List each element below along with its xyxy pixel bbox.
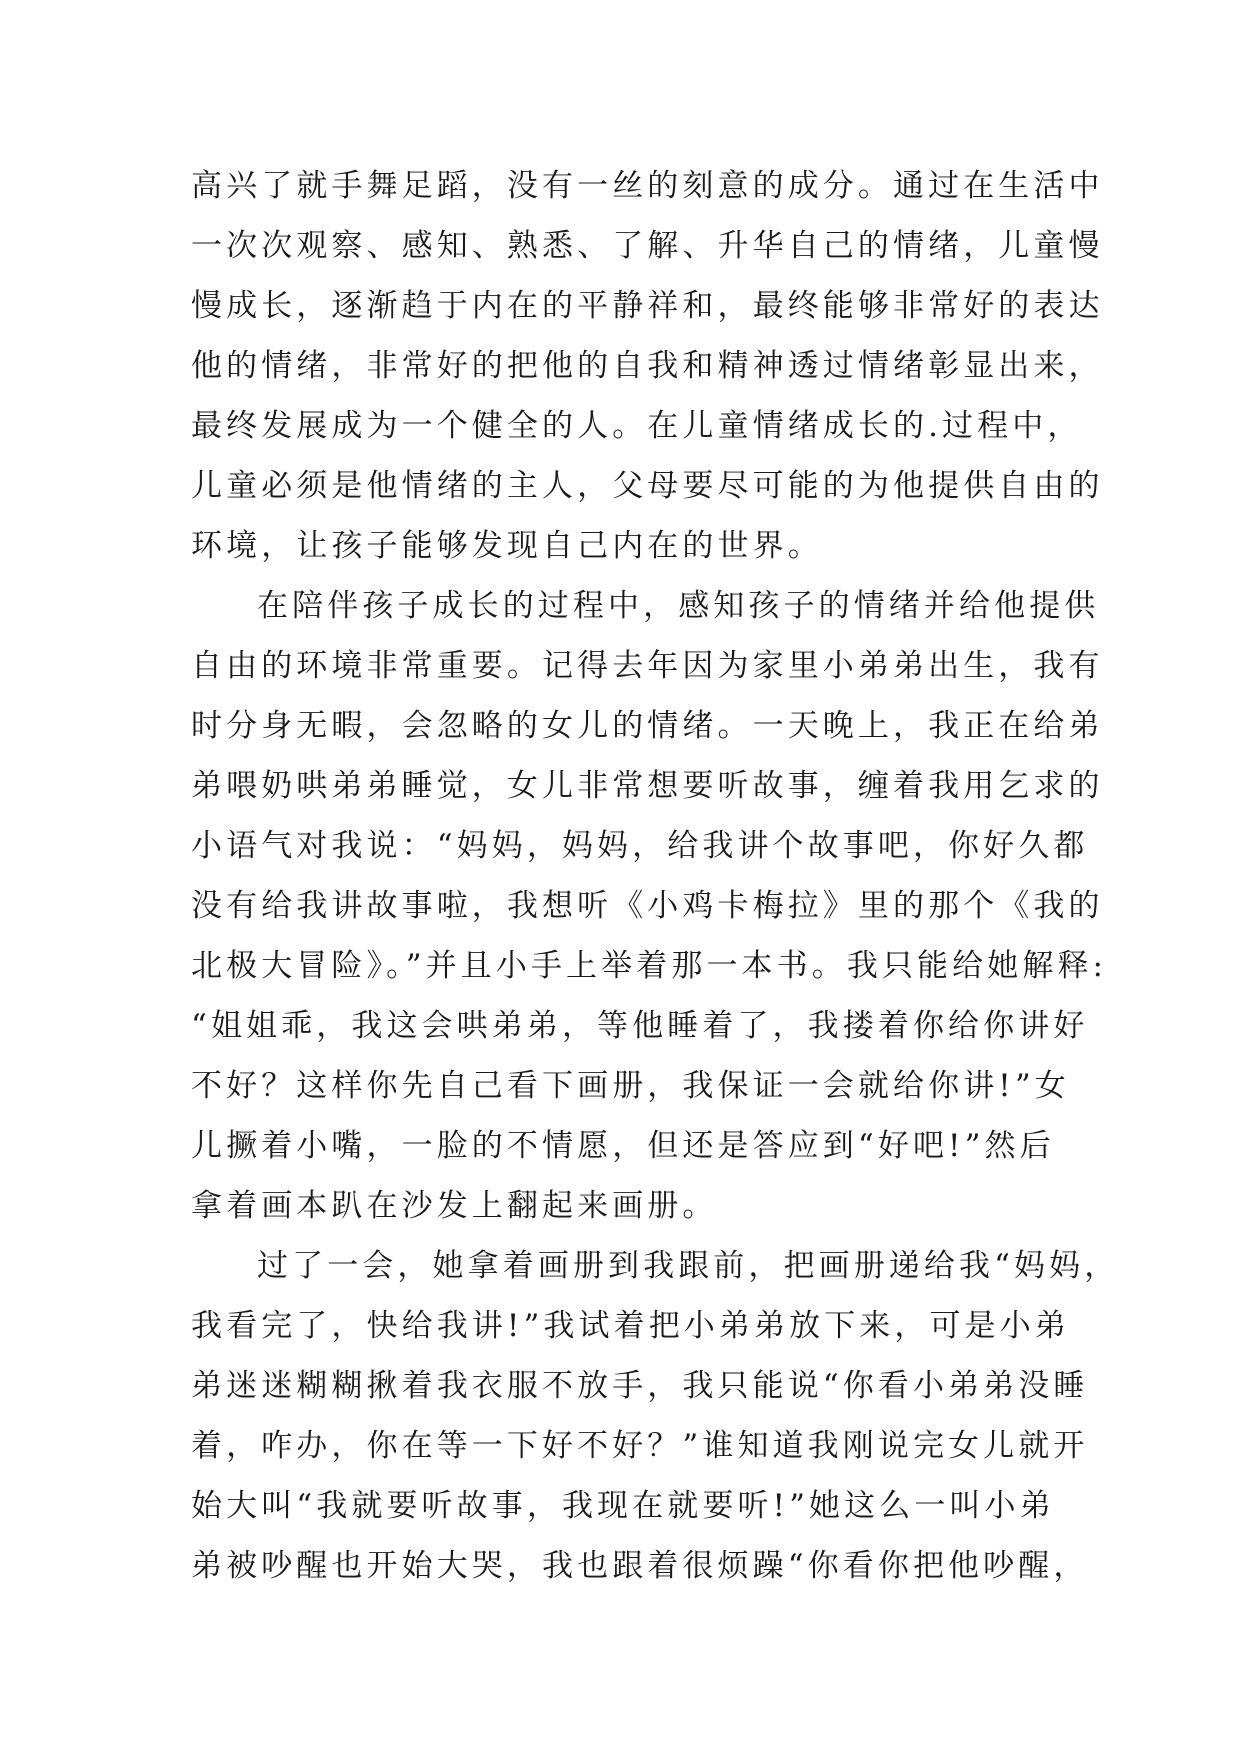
text-line: 弟喂奶哄弟弟睡觉，女儿非常想要听故事，缠着我用乞求的 <box>191 768 1104 804</box>
text-line: 过了一会，她拿着画册到我跟前，把画册递给我“妈妈， <box>257 1248 1120 1284</box>
text-line: 环境，让孩子能够发现自己内在的世界。 <box>191 528 823 564</box>
text-line: 一次次观察、感知、熟悉、了解、升华自己的情绪，儿童慢 <box>191 228 1104 264</box>
text-line: “姐姐乖，我这会哄弟弟，等他睡着了，我搂着你给你讲好 <box>191 1008 1089 1044</box>
text-line: 不好？这样你先自己看下画册，我保证一会就给你讲!”女 <box>191 1068 1070 1104</box>
text-line: 弟被吵醒也开始大哭，我也跟着很烦躁“你看你把他吵醒， <box>191 1548 1089 1584</box>
text-line: 自由的环境非常重要。记得去年因为家里小弟弟出生，我有 <box>191 648 1104 684</box>
text-line: 时分身无暇，会忽略的女儿的情绪。一天晚上，我正在给弟 <box>191 708 1104 744</box>
text-line: 慢成长，逐渐趋于内在的平静祥和，最终能够非常好的表达 <box>191 288 1104 324</box>
text-line: 他的情绪，非常好的把他的自我和精神透过情绪彰显出来， <box>191 348 1104 384</box>
text-line: 始大叫“我就要听故事，我现在就要听!”她这么一叫小弟 <box>191 1488 1055 1524</box>
text-line: 弟迷迷糊糊揪着我衣服不放手，我只能说“你看小弟弟没睡 <box>191 1368 1089 1404</box>
text-line: 我看完了，快给我讲!”我试着把小弟弟放下来，可是小弟 <box>191 1308 1070 1344</box>
paragraph-2 <box>191 576 1108 1236</box>
text-line: 在陪伴孩子成长的过程中，感知孩子的情绪并给他提供 <box>257 588 1100 624</box>
text-line: 最终发展成为一个健全的人。在儿童情绪成长的.过程中， <box>191 408 1083 444</box>
document-body <box>191 156 1120 1596</box>
text-line: 没有给我讲故事啦，我想听《小鸡卡梅拉》里的那个《我的 <box>191 888 1104 924</box>
text-line: 小语气对我说：“妈妈，妈妈，给我讲个故事吧，你好久都 <box>191 828 1089 864</box>
text-line: 拿着画本趴在沙发上翻起来画册。 <box>191 1188 718 1224</box>
text-line: 高兴了就手舞足蹈，没有一丝的刻意的成分。通过在生活中 <box>191 168 1104 204</box>
text-line: 着，咋办，你在等一下好不好？”谁知道我刚说完女儿就开 <box>191 1428 1089 1464</box>
text-line: 儿撅着小嘴，一脸的不情愿，但还是答应到“好吧!”然后 <box>191 1128 1055 1164</box>
paragraph-1 <box>191 156 1104 576</box>
text-line: 北极大冒险》。”并且小手上举着那一本书。我只能给她解释: <box>191 948 1108 984</box>
paragraph-3 <box>191 1236 1120 1596</box>
text-line: 儿童必须是他情绪的主人，父母要尽可能的为他提供自由的 <box>191 468 1104 504</box>
